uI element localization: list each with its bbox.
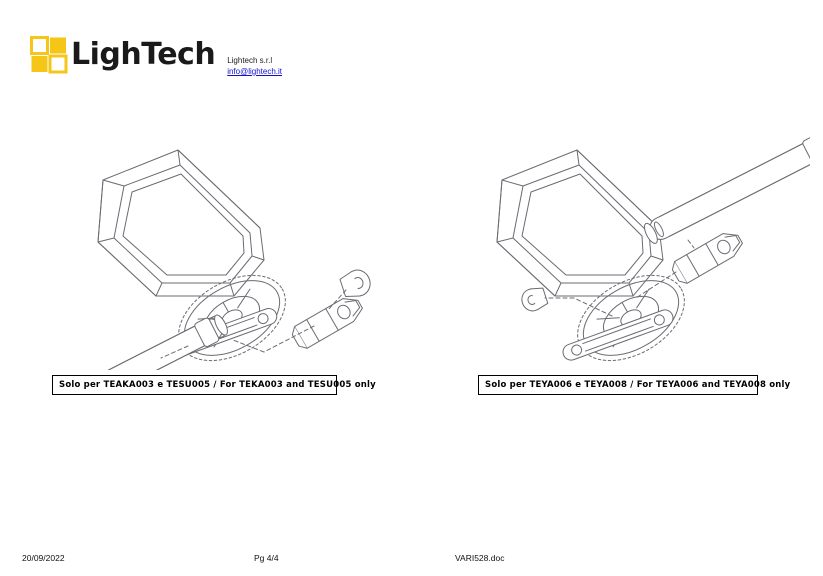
lightech-logo-icon [30,36,68,74]
footer-page-number: Pg 4/4 [254,553,279,563]
figure-caption-left: Solo per TEAKA003 e TESU005 / For TEKA003 and TESU005 only [52,375,337,395]
page-footer [0,553,823,573]
company-name: Lightech s.r.l [227,56,273,65]
swingarm-exploded-diagram-icon-left [28,120,388,370]
footer-date: 20/09/2022 [22,553,65,563]
swingarm-exploded-diagram-icon-right [450,120,810,370]
brand-wordmark: LighTech [71,37,216,72]
company-email-link[interactable]: info@lightech.it [227,67,283,76]
brand-logo-block [30,36,282,77]
figure-caption-right: Solo per TEYA006 e TEYA008 / For TEYA006 and TEYA008 only [478,375,758,395]
company-info [227,56,282,77]
footer-filename: VARI528.doc [455,553,505,563]
